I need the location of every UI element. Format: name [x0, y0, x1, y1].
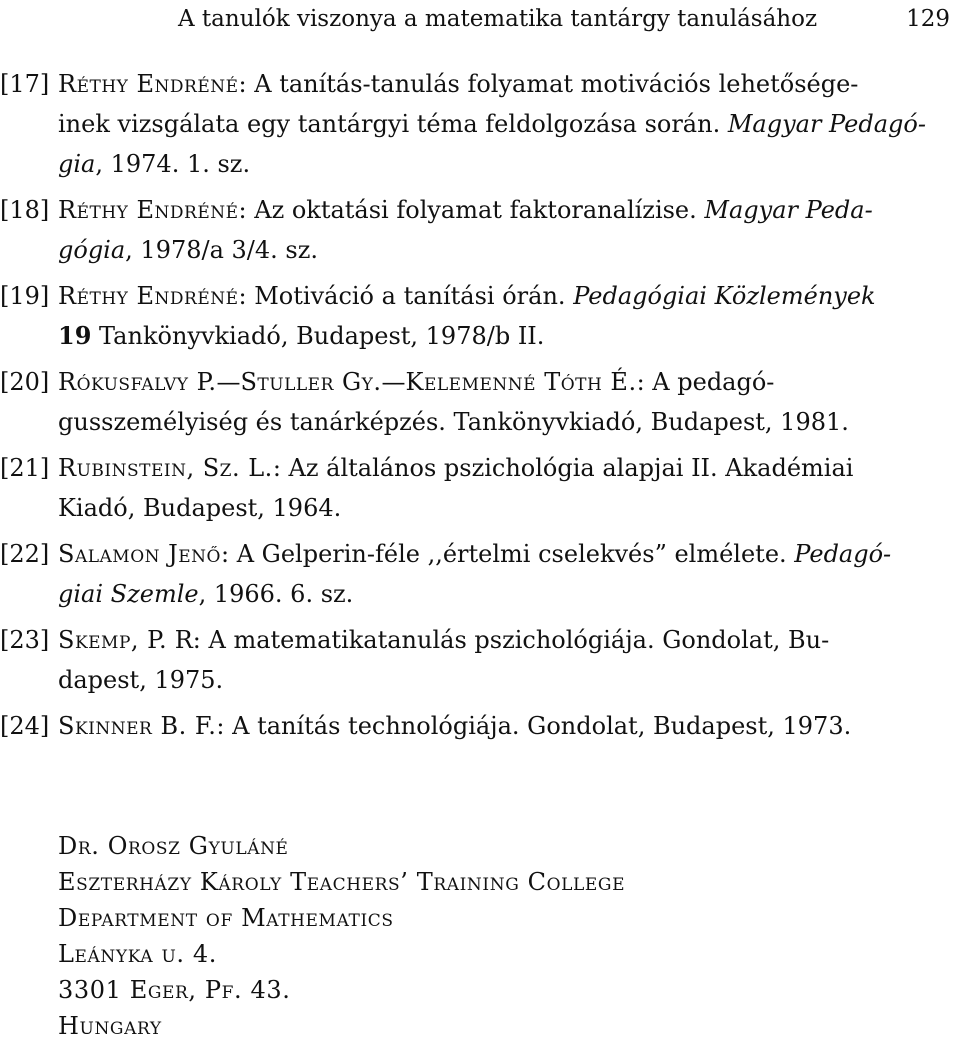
- reference-text: R: A matematikatanulás pszichológiája. Gondolat, Bu-: [167, 626, 830, 654]
- reference-line: [58, 144, 960, 184]
- reference-text: , 1966. 6. sz.: [198, 580, 354, 608]
- reference-text: gusszemélyiség és tanárképzés. Tankönyvkiadó, Budapest, 1981.: [58, 408, 849, 436]
- reference-entry: [0, 706, 960, 746]
- reference-entry: [0, 448, 960, 528]
- reference-line: [58, 276, 960, 316]
- reference-number: [22]: [0, 540, 50, 568]
- reference-number: [23]: [0, 626, 50, 654]
- reference-line: [58, 316, 960, 356]
- reference-author: Rókusfalvy P.: [58, 368, 217, 396]
- reference-author: Skemp, P.: [58, 626, 168, 654]
- author-address: [58, 828, 625, 1044]
- reference-line: [58, 190, 960, 230]
- reference-line: [58, 660, 960, 700]
- reference-entry: [0, 534, 960, 614]
- reference-text: Tankönyvkiadó, Budapest, 1978/b II.: [91, 322, 545, 350]
- reference-text: : A tanítás-tanulás folyamat motivációs lehetősége-: [238, 70, 859, 98]
- reference-list: [0, 64, 960, 752]
- reference-line: [58, 620, 960, 660]
- reference-author: Réthy Endréné: [58, 70, 239, 98]
- reference-line: [58, 448, 960, 488]
- address-line: Hungary: [58, 1012, 162, 1040]
- reference-text: : A tanítás technológiája. Gondolat, Budapest, 1973.: [216, 712, 852, 740]
- reference-text: —: [216, 368, 241, 396]
- reference-number: [19]: [0, 282, 50, 310]
- reference-author: Skinner B. F.: [58, 712, 217, 740]
- reference-text: : Az általános pszichológia alapjai II. Akadémiai: [272, 454, 854, 482]
- reference-line: [58, 706, 960, 746]
- running-head: [0, 3, 960, 35]
- reference-text: , 1978/a 3/4. sz.: [125, 236, 319, 264]
- reference-text: : A Gelperin-féle ,,értelmi cselekvés” elmélete.: [220, 540, 795, 568]
- reference-author: Réthy Endréné: [58, 196, 239, 224]
- reference-source: Magyar Pedagó-: [727, 110, 926, 138]
- reference-line: [58, 104, 960, 144]
- reference-entry: [0, 64, 960, 184]
- reference-author: Rubinstein, Sz. L.: [58, 454, 273, 482]
- running-title: A tanulók viszonya a matematika tantárgy tanulásához: [178, 6, 818, 32]
- reference-entry: [0, 276, 960, 356]
- reference-source: gia: [58, 150, 96, 178]
- reference-source: giai Szemle: [58, 580, 199, 608]
- reference-line: [58, 574, 960, 614]
- reference-source: gógia: [58, 236, 126, 264]
- reference-line: [58, 488, 960, 528]
- reference-number: [24]: [0, 712, 50, 740]
- reference-number: [21]: [0, 454, 50, 482]
- page-number: 129: [906, 6, 950, 32]
- reference-text: inek vizsgálata egy tantárgyi téma feldolgozása során.: [58, 110, 728, 138]
- reference-entry: [0, 620, 960, 700]
- reference-volume: 19: [58, 321, 92, 350]
- reference-text: dapest, 1975.: [58, 666, 224, 694]
- reference-source: Pedagó-: [794, 540, 892, 568]
- reference-line: [58, 534, 960, 574]
- reference-number: [20]: [0, 368, 50, 396]
- reference-text: —: [381, 368, 406, 396]
- reference-number: [18]: [0, 196, 50, 224]
- address-line: Dr. Orosz Gyuláné: [58, 832, 289, 860]
- reference-source: Pedagógiai Közlemények: [573, 282, 876, 310]
- reference-text: : Motiváció a tanítási órán.: [238, 282, 574, 310]
- reference-source: Magyar Peda-: [704, 196, 873, 224]
- reference-entry: [0, 190, 960, 270]
- reference-author: Salamon Jenő: [58, 540, 221, 568]
- reference-text: : A pedagó-: [636, 368, 775, 396]
- reference-text: Kiadó, Budapest, 1964.: [58, 494, 342, 522]
- reference-author: Stuller Gy.: [240, 368, 382, 396]
- reference-line: [58, 402, 960, 442]
- reference-line: [58, 64, 960, 104]
- reference-line: [58, 362, 960, 402]
- reference-text: , 1974. 1. sz.: [95, 150, 251, 178]
- reference-line: [58, 230, 960, 270]
- reference-author: Kelemenné Tóth É.: [405, 368, 637, 396]
- reference-author: Réthy Endréné: [58, 282, 239, 310]
- address-line: Department of Mathematics: [58, 904, 394, 932]
- address-line: 3301 Eger, Pf. 43.: [58, 976, 291, 1004]
- reference-entry: [0, 362, 960, 442]
- reference-text: : Az oktatási folyamat faktoranalízise.: [238, 196, 705, 224]
- address-line: Leányka u. 4.: [58, 940, 217, 968]
- address-line: Eszterházy Károly Teachers’ Training College: [58, 868, 626, 896]
- reference-number: [17]: [0, 70, 50, 98]
